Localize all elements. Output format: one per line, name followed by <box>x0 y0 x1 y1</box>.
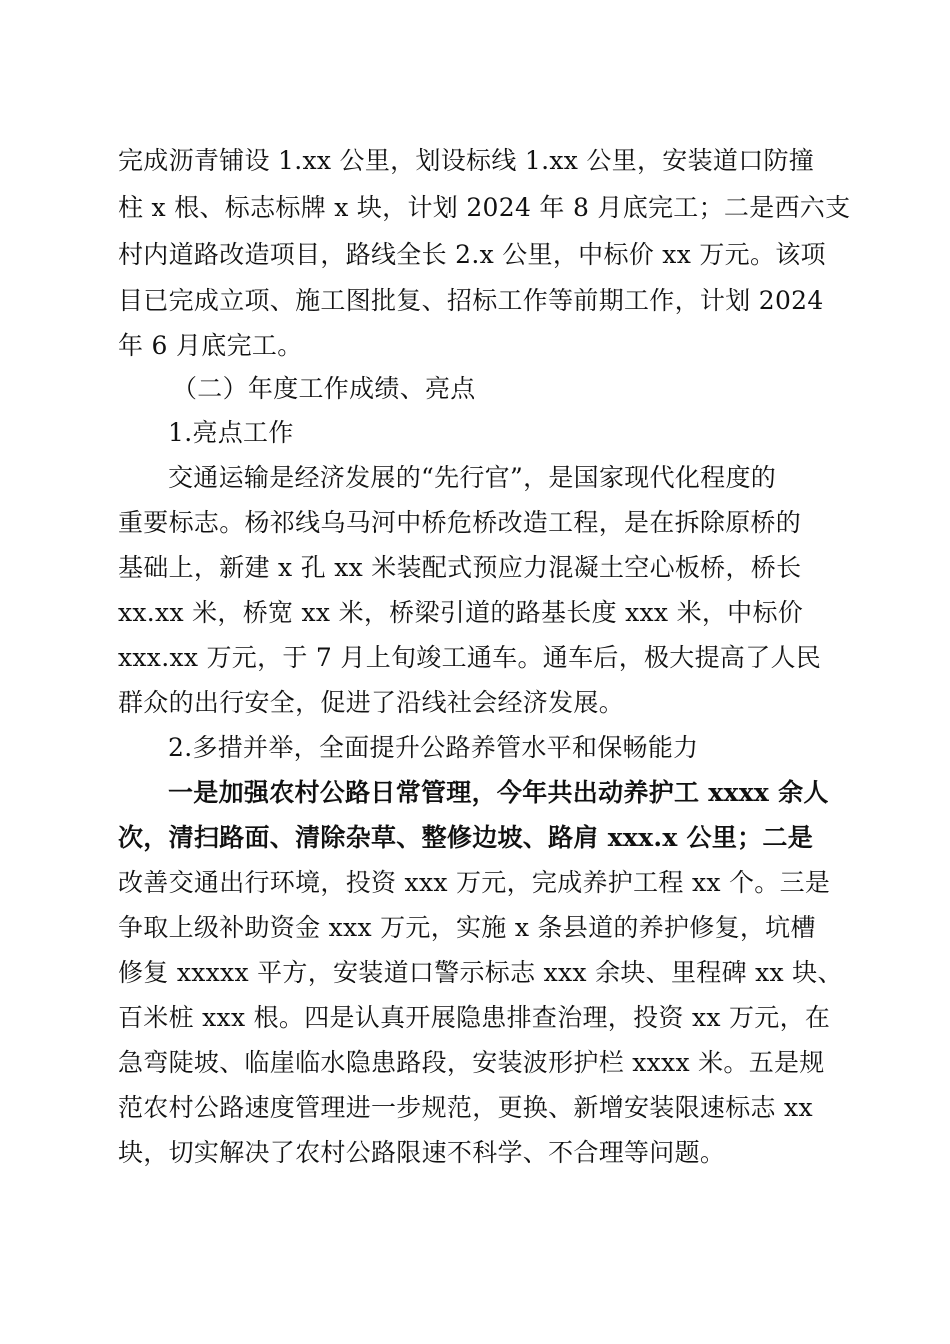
paragraph-line: 目已完成立项、施工图批复、招标工作等前期工作，计划 2024 <box>118 286 824 315</box>
paragraph-line: 范农村公路速度管理进一步规范，更换、新增安装限速标志 xx <box>118 1093 813 1122</box>
paragraph-line: 基础上，新建 x 孔 xx 米装配式预应力混凝土空心板桥，桥长 <box>118 553 802 582</box>
paragraph-line: 完成沥青铺设 1.xx 公里，划设标线 1.xx 公里，安装道口防撞 <box>118 146 815 175</box>
paragraph-line: 群众的出行安全，促进了沿线社会经济发展。 <box>118 688 625 717</box>
subsection-heading: 1.亮点工作 <box>168 418 294 447</box>
paragraph-line: xx.xx 米，桥宽 xx 米，桥梁引道的路基长度 xxx 米，中标价 <box>118 598 804 627</box>
paragraph-line: 交通运输是经济发展的“先行官”，是国家现代化程度的 <box>168 463 777 492</box>
paragraph-line: 改善交通出行环境，投资 xxx 万元，完成养护工程 xx 个。三是 <box>118 868 831 897</box>
paragraph-line: 争取上级补助资金 xxx 万元，实施 x 条县道的养护修复，坑槽 <box>118 913 816 942</box>
paragraph-line: 柱 x 根、标志标牌 x 块，计划 2024 年 8 月底完工；二是西六支 <box>118 193 851 222</box>
paragraph-line: 块，切实解决了农村公路限速不科学、不合理等问题。 <box>118 1138 726 1167</box>
paragraph-line: 年 6 月底完工。 <box>118 331 303 360</box>
paragraph-line: 次，清扫路面、清除杂草、整修边坡、路肩 xxx.x 公里；二是 <box>118 823 814 852</box>
paragraph-line: 百米桩 xxx 根。四是认真开展隐患排查治理，投资 xx 万元，在 <box>118 1003 831 1032</box>
subsection-heading: 2.多措并举，全面提升公路养管水平和保畅能力 <box>168 733 699 762</box>
paragraph-line: 急弯陡坡、临崖临水隐患路段，安装波形护栏 xxxx 米。五是规 <box>118 1048 825 1077</box>
paragraph-line: xxx.xx 万元，于 7 月上旬竣工通车。通车后，极大提高了人民 <box>118 643 822 672</box>
paragraph-line: 重要标志。杨祁线乌马河中桥危桥改造工程，是在拆除原桥的 <box>118 508 802 537</box>
paragraph-line: 村内道路改造项目，路线全长 2.x 公里，中标价 xx 万元。该项 <box>118 240 826 269</box>
section-heading: （二）年度工作成绩、亮点 <box>172 374 476 403</box>
paragraph-line: 修复 xxxxx 平方，安装道口警示标志 xxx 余块、里程碑 xx 块、 <box>118 958 843 987</box>
paragraph-line: 一是加强农村公路日常管理，今年共出动养护工 xxxx 余人 <box>168 778 829 807</box>
